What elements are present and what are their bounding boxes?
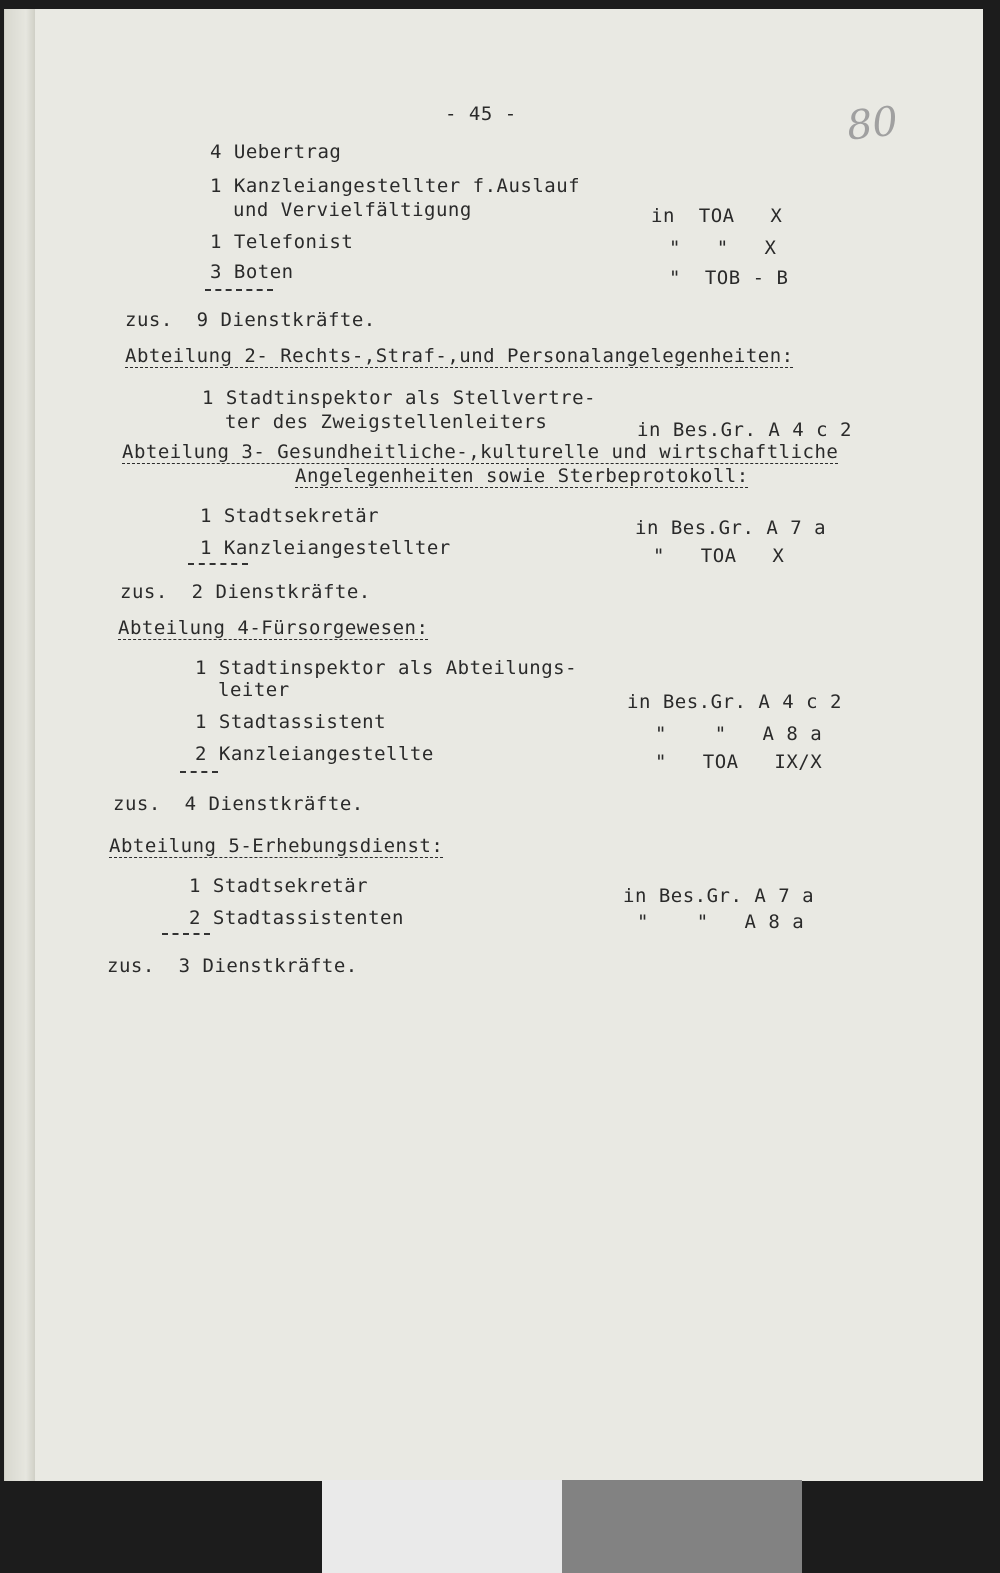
- pay-grade: in Bes.Gr. A 4 c 2: [627, 691, 842, 713]
- total-line: zus. 3 Dienstkräfte.: [107, 955, 358, 977]
- line-boten: 3 Boten: [210, 261, 294, 283]
- pay-grade: " " A 8 a: [637, 911, 805, 933]
- pay-grade: in Bes.Gr. A 7 a: [623, 885, 815, 907]
- line-kanzleiangestellter: 1 Kanzleiangestellter: [200, 537, 451, 559]
- sum-rule: [205, 289, 273, 291]
- line-stadtassistent: 1 Stadtassistent: [195, 711, 387, 733]
- section-heading-abteilung-2: Abteilung 2- Rechts-,Straf-,und Personalangelegenheiten:: [125, 345, 794, 367]
- line-stadtinspektor: 1 Stadtinspektor als Abteilungs-: [195, 657, 578, 679]
- pay-grade: " TOA X: [653, 545, 785, 567]
- total-line: zus. 4 Dienstkräfte.: [113, 793, 364, 815]
- pay-grade: " TOB - B: [669, 267, 789, 289]
- line-telefonist: 1 Telefonist: [210, 231, 354, 253]
- total-line: zus. 2 Dienstkräfte.: [120, 581, 371, 603]
- total-line: zus. 9 Dienstkräfte.: [125, 309, 376, 331]
- line-stadtinspektor: 1 Stadtinspektor als Stellvertre-: [202, 387, 596, 409]
- section-heading-abteilung-5: Abteilung 5-Erhebungsdienst:: [109, 835, 444, 857]
- color-calibration-card-gray: [562, 1480, 802, 1573]
- line-kanzleiangestellter: 1 Kanzleiangestellter f.Auslauf: [210, 175, 581, 197]
- line-vervielfaeltigung: und Vervielfältigung: [233, 199, 472, 221]
- sum-rule: [180, 771, 218, 773]
- sum-rule: [188, 563, 248, 565]
- pay-grade: " " X: [669, 237, 777, 259]
- line-kanzleiangestellte: 2 Kanzleiangestellte: [195, 743, 434, 765]
- section-heading-abteilung-3: Abteilung 3- Gesundheitliche-,kulturelle und wirtschaftliche: [122, 441, 839, 463]
- document-page: [4, 9, 983, 1481]
- pay-grade: in TOA X: [651, 205, 783, 227]
- pay-grade: in Bes.Gr. A 4 c 2: [637, 419, 852, 441]
- section-heading-abteilung-3-cont: Angelegenheiten sowie Sterbeprotokoll:: [295, 465, 749, 487]
- page-number: - 45 -: [445, 103, 517, 125]
- pay-grade: " TOA IX/X: [655, 751, 823, 773]
- sum-rule: [162, 933, 210, 935]
- line-leiter: leiter: [218, 679, 290, 701]
- line-stadtassistenten: 2 Stadtassistenten: [189, 907, 404, 929]
- pay-grade: in Bes.Gr. A 7 a: [635, 517, 827, 539]
- line-uebertrag: 4 Uebertrag: [210, 141, 342, 163]
- line-stadtsekretaer: 1 Stadtsekretär: [189, 875, 369, 897]
- section-heading-abteilung-4: Abteilung 4-Fürsorgewesen:: [118, 617, 429, 639]
- folio-number-handwritten: 80: [844, 98, 901, 150]
- line-zweigstellenleiter: ter des Zweigstellenleiters: [225, 411, 548, 433]
- pay-grade: " " A 8 a: [655, 723, 823, 745]
- line-stadtsekretaer: 1 Stadtsekretär: [200, 505, 380, 527]
- page-fold-shadow: [5, 9, 35, 1481]
- color-calibration-card-light: [322, 1480, 562, 1573]
